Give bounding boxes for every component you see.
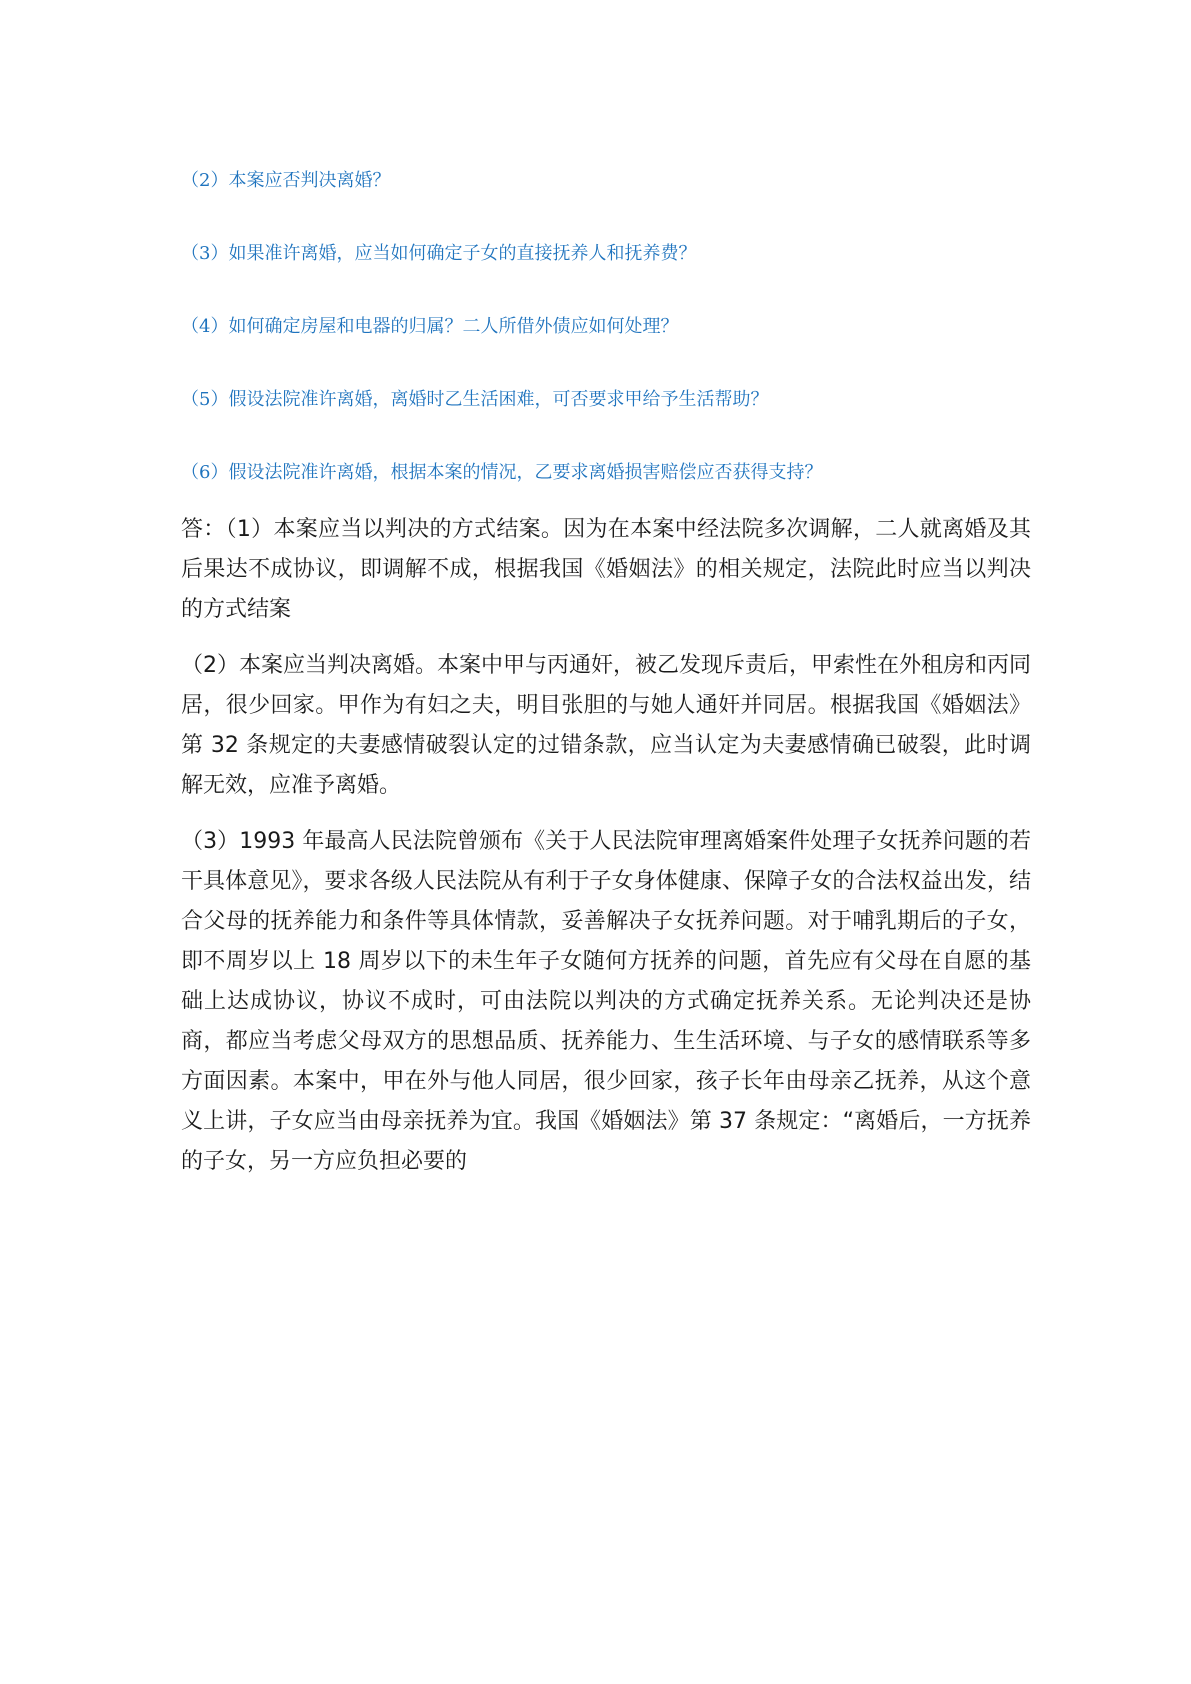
question-list <box>181 168 1031 486</box>
answer-section <box>181 510 1031 1182</box>
answer-paragraph-2: （2）本案应当判决离婚。本案中甲与丙通奸，被乙发现斥责后，甲索性在外租房和丙同居，很少回家。甲作为有妇之夫，明目张胆的与她人通奸并同居。根据我国《婚姻法》第 32 条规定的夫妻感情破裂认定的过错条款，应当认定为夫妻感情确已破裂，此时调解无效，应准予离婚。 <box>181 653 1031 798</box>
answer-paragraph-3: （3）1993 年最高人民法院曾颁布《关于人民法院审理离婚案件处理子女抚养问题的若干具体意见》，要求各级人民法院从有利于子女身体健康、保障子女的合法权益出发，结合父母的抚养能力和条件等具体情款，妥善解决子女抚养问题。对于哺乳期后的子女，即不周岁以上 18 周岁以下的未生年子女随何方抚养的问题，首先应有父母在自愿的基础上达成协议，协议不成时，可由法院以判决的方式确定抚养关系。无论判决还是协商，都应当考虑父母双方的思想品质、抚养能力、生生活环境、与子女的感情联系等多方面因素。本案中，甲在外与他人同居，很少回家，孩子长年由母亲乙抚养，从这个意义上讲，子女应当由母亲抚养为宜。我国《婚姻法》第 37 条规定：“离婚后，一方抚养的子女，另一方应负担必要的 <box>181 829 1031 1174</box>
question-3: （3）如果准许离婚，应当如何确定子女的直接抚养人和抚养费？ <box>181 243 697 264</box>
question-4: （4）如何确定房屋和电器的归属？二人所借外债应如何处理？ <box>181 316 679 337</box>
answer-paragraph-1: 答：（1）本案应当以判决的方式结案。因为在本案中经法院多次调解，二人就离婚及其后果达不成协议，即调解不成，根据我国《婚姻法》的相关规定，法院此时应当以判决的方式结案 <box>181 517 1031 622</box>
question-2: （2）本案应否判决离婚？ <box>181 170 391 191</box>
question-5: （5）假设法院准许离婚，离婚时乙生活困难，可否要求甲给予生活帮助？ <box>181 389 769 410</box>
question-6: （6）假设法院准许离婚，根据本案的情况，乙要求离婚损害赔偿应否获得支持？ <box>181 462 823 483</box>
page-content <box>181 168 1031 1198</box>
